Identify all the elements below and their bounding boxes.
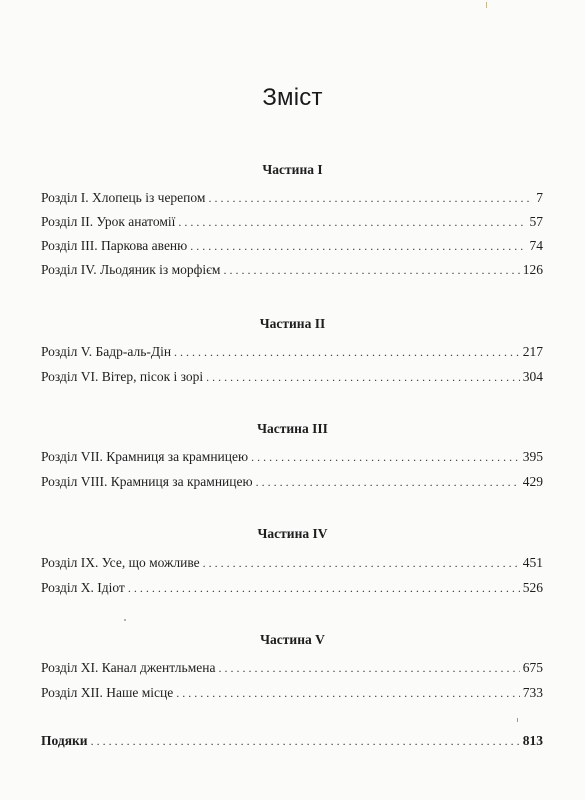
dot-leader — [256, 473, 520, 491]
scan-speck — [124, 619, 126, 621]
toc-entry — [41, 261, 543, 279]
scan-speck — [517, 718, 518, 722]
dot-leader — [91, 732, 520, 750]
toc-entry — [41, 579, 543, 597]
chapter-label: Розділ V. Бадр-аль-Дін — [41, 344, 172, 359]
page-number: 7 — [536, 190, 543, 205]
dot-leader — [178, 213, 526, 231]
dot-leader — [251, 448, 520, 466]
part-title: Частина II — [259, 316, 326, 331]
page-number: 429 — [522, 474, 543, 489]
chapter-label: Розділ II. Урок анатомії — [41, 214, 176, 229]
chapter-label: Розділ IX. Усе, що можливе — [41, 555, 200, 570]
toc-entry — [41, 189, 543, 207]
chapter-label: Розділ XI. Канал джентльмена — [41, 660, 216, 675]
page-number: 395 — [522, 449, 543, 464]
chapter-label: Розділ VIII. Крамниця за крамницею — [41, 474, 253, 489]
page-number: 304 — [522, 369, 543, 384]
page-number: 74 — [529, 238, 543, 253]
toc-entry — [41, 368, 543, 386]
page-number: 451 — [522, 555, 543, 570]
dot-leader — [218, 659, 519, 677]
dot-leader — [128, 579, 520, 597]
part-title: Частина I — [262, 162, 323, 177]
page-number: 675 — [522, 660, 543, 675]
dot-leader — [206, 368, 520, 386]
chapter-label: Розділ III. Паркова авеню — [41, 238, 188, 253]
toc-entry — [41, 448, 543, 466]
scan-speck — [486, 2, 487, 8]
page-number: 526 — [522, 580, 543, 595]
dot-leader — [176, 684, 520, 702]
toc-entry — [41, 659, 543, 677]
toc-entry — [41, 237, 543, 255]
dot-leader — [223, 261, 519, 279]
toc-entry-acknowledgments — [41, 732, 543, 750]
page-number: 217 — [522, 344, 543, 359]
toc-entry — [41, 554, 543, 572]
part-title: Частина V — [260, 632, 325, 647]
part-title: Частина IV — [257, 526, 328, 541]
chapter-label: Розділ X. Ідіот — [41, 580, 125, 595]
page-title: Зміст — [262, 84, 323, 111]
page-number: 126 — [522, 262, 543, 277]
page-number: 57 — [529, 214, 543, 229]
chapter-label: Розділ VI. Вітер, пісок і зорі — [41, 369, 204, 384]
acknowledgments-label: Подяки — [41, 733, 88, 748]
dot-leader — [174, 343, 520, 361]
dot-leader — [208, 189, 533, 207]
dot-leader — [203, 554, 520, 572]
toc-entry — [41, 343, 543, 361]
toc-entry — [41, 473, 543, 491]
part-title: Частина III — [257, 421, 328, 436]
toc-entry — [41, 213, 543, 231]
chapter-label: Розділ I. Хлопець із черепом — [41, 190, 206, 205]
toc-entry — [41, 684, 543, 702]
page-number: 733 — [522, 685, 543, 700]
dot-leader — [190, 237, 526, 255]
page-number: 813 — [522, 733, 543, 748]
chapter-label: Розділ VII. Крамниця за крамницею — [41, 449, 249, 464]
chapter-label: Розділ XII. Наше місце — [41, 685, 174, 700]
chapter-label: Розділ IV. Льодяник із морфієм — [41, 262, 221, 277]
